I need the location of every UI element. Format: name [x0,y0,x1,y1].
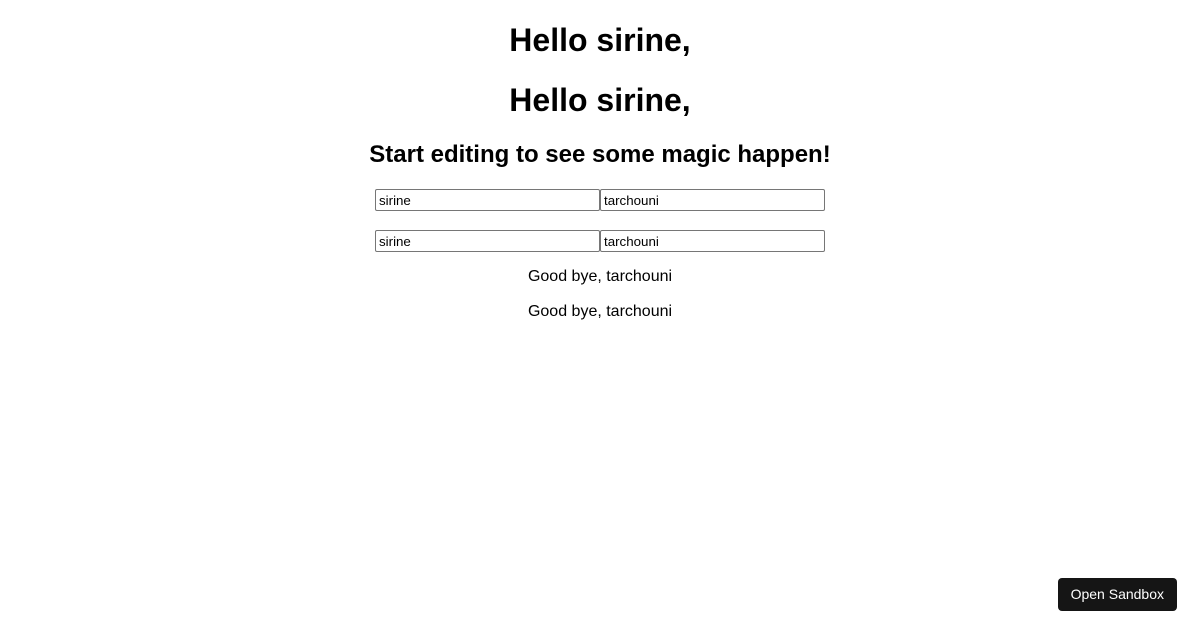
greeting-heading: Hello sirine, [509,82,691,118]
farewell-text: Good bye, tarchouni [527,303,673,320]
farewell-text: Good bye, tarchouni [527,268,673,285]
last-name-input[interactable] [600,189,825,211]
first-name-input[interactable] [375,230,600,252]
name-input-row [375,189,825,211]
name-input-row [375,230,825,252]
open-sandbox-button[interactable]: Open Sandbox [1058,578,1177,611]
greeting-heading: Hello sirine, [509,22,691,58]
last-name-input[interactable] [600,230,825,252]
subtitle-heading: Start editing to see some magic happen! [369,141,831,168]
first-name-input[interactable] [375,189,600,211]
